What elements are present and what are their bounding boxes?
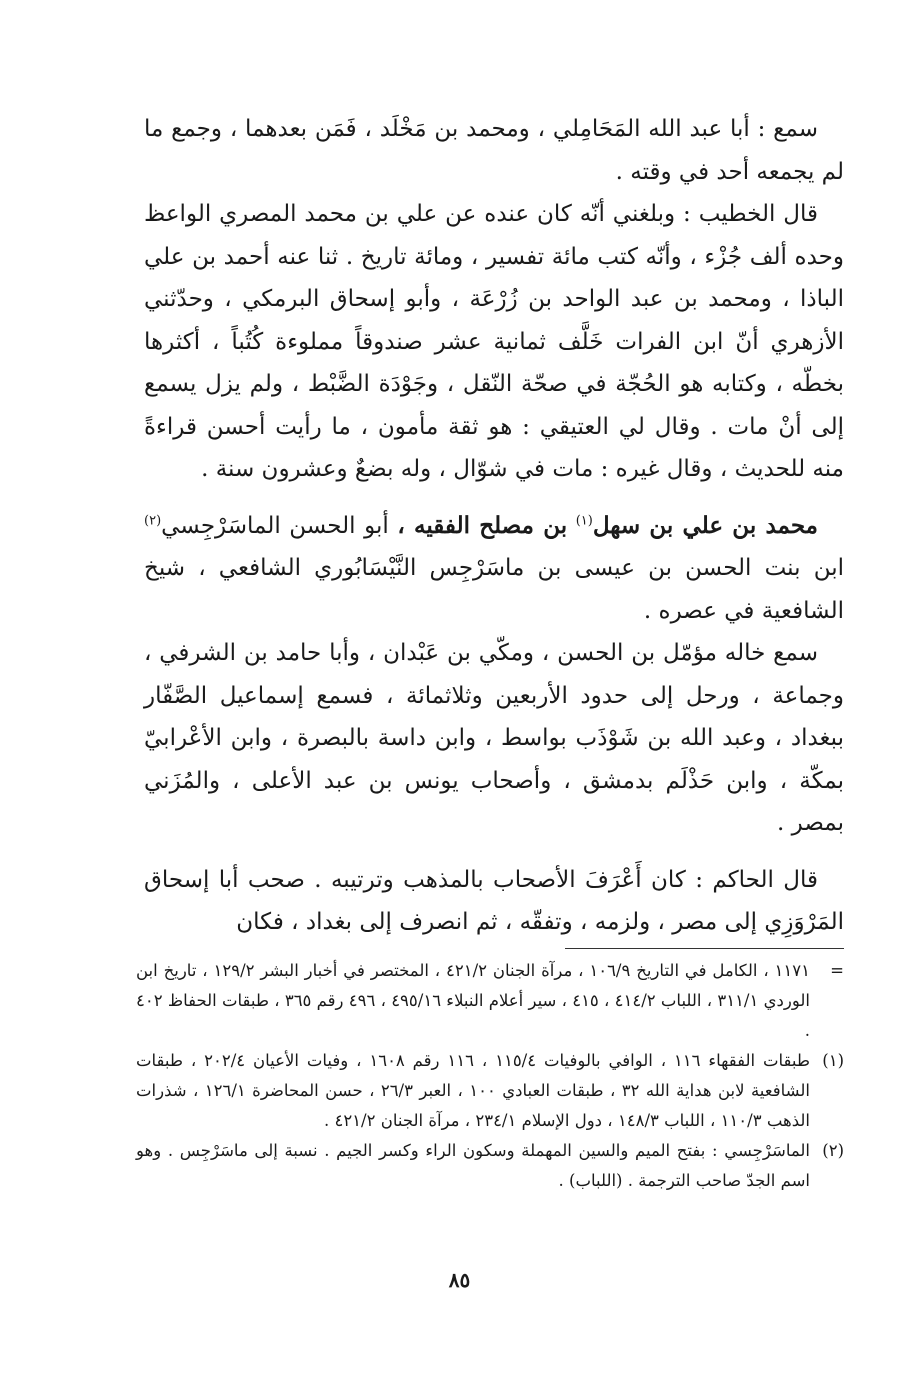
biography-name-cont: بن مصلح الفقيه ، bbox=[397, 511, 568, 539]
footnote-ref-2[interactable]: (٢) bbox=[144, 512, 162, 528]
paragraph-1: سمع : أبا عبد الله المَحَامِلي ، ومحمد بن مَخْلَد ، فَمَن بعدهما ، وجمع ما لم يجمعه أحد في وقته . bbox=[144, 116, 844, 185]
footnotes bbox=[136, 956, 844, 1196]
footnote-continued bbox=[136, 956, 844, 1046]
main-text bbox=[144, 108, 844, 944]
page-number: ٨٥ bbox=[448, 1268, 471, 1292]
footnote-mark: (١) bbox=[822, 1051, 844, 1070]
footnote-mark: (٢) bbox=[822, 1141, 844, 1160]
footnote-divider bbox=[565, 948, 844, 949]
biography-lineage: ابن بنت الحسن بن عيسى بن ماسَرْجِس النَّيْسَابُوري الشافعي ، شيخ الشافعية في عصره . bbox=[144, 555, 844, 624]
paragraph-5: قال الحاكم : كان أَعْرَفَ الأصحاب بالمذهب وترتيبه . صحب أبا إسحاق المَرْوَزِي إلى مصر ، ولزمه ، وتفقّه ، ثم انصرف إلى بغداد ، فكان bbox=[144, 866, 844, 935]
footnote-text: طبقات الفقهاء ١١٦ ، الوافي بالوفيات ١١٥/٤ ، ١١٦ رقم ١٦٠٨ ، وفيات الأعيان ٢٠٢/٤ ، طبقات الشافعية لابن هداية الله ٣٢ ، طبقات العبادي ١٠٠ ، العبر ٢٦/٣ ، حسن المحاضرة ١٢٦/١ ، شذرات الذهب ١١٠/٣ ، اللباب ١٤٨/٣ ، دول الإسلام ٢٣٤/١ ، مرآة الجنان ٤٢١/٢ . bbox=[136, 1051, 810, 1130]
footnote-ref-1[interactable]: (١) bbox=[575, 512, 593, 528]
paragraph-3 bbox=[144, 505, 844, 633]
paragraph-4: سمع خاله مؤمّل بن الحسن ، ومكّي بن عَبْدان ، وأبا حامد بن الشرفي ، وجماعة ، ورحل إلى حدود الأربعين وثلاثمائة ، فسمع إسماعيل الصَّفّار ببغداد ، وعبد الله بن شَوْذَب بواسط ، وابن داسة بالبصرة ، وابن الأعْرابيّ بمكّة ، وابن حَذْلَم بدمشق ، وأصحاب يونس بن عبد الأعلى ، والمُزَني بمصر . bbox=[144, 640, 844, 836]
footnote-text: ١١٧١ ، الكامل في التاريخ ١٠٦/٩ ، مرآة الجنان ٤٢١/٢ ، المختصر في أخبار البشر ١٢٩/٢ ، تاريخ ابن الوردي ٣١١/١ ، اللباب ٤١٤/٢ ، ٤١٥ ، سير أعلام النبلاء ٤٩٥/١٦ ، ٤٩٦ رقم ٣٦٥ ، طبقات الحفاظ ٤٠٢ . bbox=[136, 961, 810, 1040]
biography-kunya: أبو الحسن الماسَرْجِسي bbox=[161, 512, 389, 539]
footnote-mark: = bbox=[830, 961, 844, 980]
footnote-2 bbox=[136, 1136, 844, 1196]
footnote-text: الماسَرْجِسي : بفتح الميم والسين المهملة وسكون الراء وكسر الجيم . نسبة إلى ماسَرْجِس . وهو اسم الجدّ صاحب الترجمة . (اللباب) . bbox=[136, 1141, 810, 1190]
paragraph-2: قال الخطيب : وبلغني أنّه كان عنده عن علي بن محمد المصري الواعظ وحده ألف جُزْء ، وأنّه كتب مائة تفسير ، ومائة تاريخ . ثنا عنه أحمد بن علي الباذا ، ومحمد بن عبد الواحد بن زُرْعَة ، وأبو إسحاق البرمكي ، وحدّثني الأزهري أنّ ابن الفرات خَلَّف ثمانية عشر صندوقاً مملوءة كُتُباً ، أكثرها بخطّه ، وكتابه هو الحُجّة في صحّة النّقل ، وجَوْدَة الضَّبْط ، ولم يزل يسمع إلى أنْ مات . وقال لي العتيقي : هو ثقة مأمون ، ما رأيت أحسن قراءةً منه للحديث ، وقال غيره : مات في شوّال ، وله بضعٌ وعشرون سنة . bbox=[144, 201, 844, 482]
biography-name: محمد بن علي بن سهل bbox=[592, 511, 819, 539]
footnote-1 bbox=[136, 1046, 844, 1136]
